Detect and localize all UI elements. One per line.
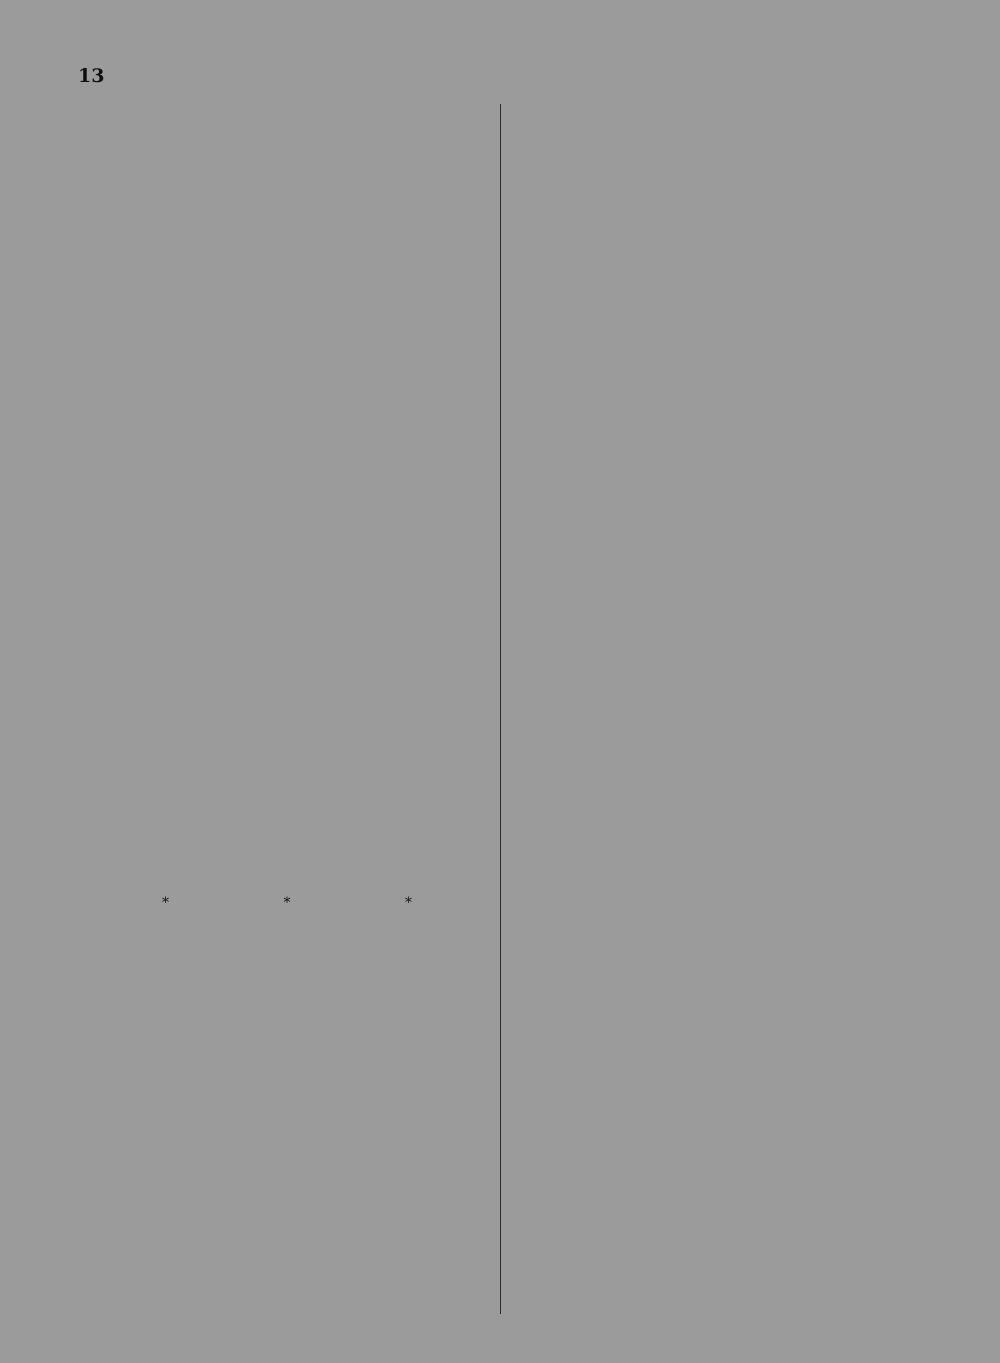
- paragraph-right-1: [508, 100, 924, 194]
- paragraph-left-5: [80, 1212, 494, 1320]
- paragraph-right-3: [508, 524, 924, 588]
- column-divider: [500, 104, 501, 1314]
- paragraph-left-4: [80, 1096, 494, 1212]
- right-column: [508, 100, 924, 1320]
- page-number: 13: [78, 65, 105, 87]
- section-separator: * * *: [162, 895, 467, 911]
- paragraph-left-2: [80, 672, 494, 892]
- paragraph-left-3: [80, 918, 494, 1096]
- paragraph-right-2: [508, 194, 924, 524]
- paragraph-right-4: [508, 588, 924, 1308]
- paragraph-left-1: [80, 100, 494, 672]
- left-column: [80, 100, 494, 1320]
